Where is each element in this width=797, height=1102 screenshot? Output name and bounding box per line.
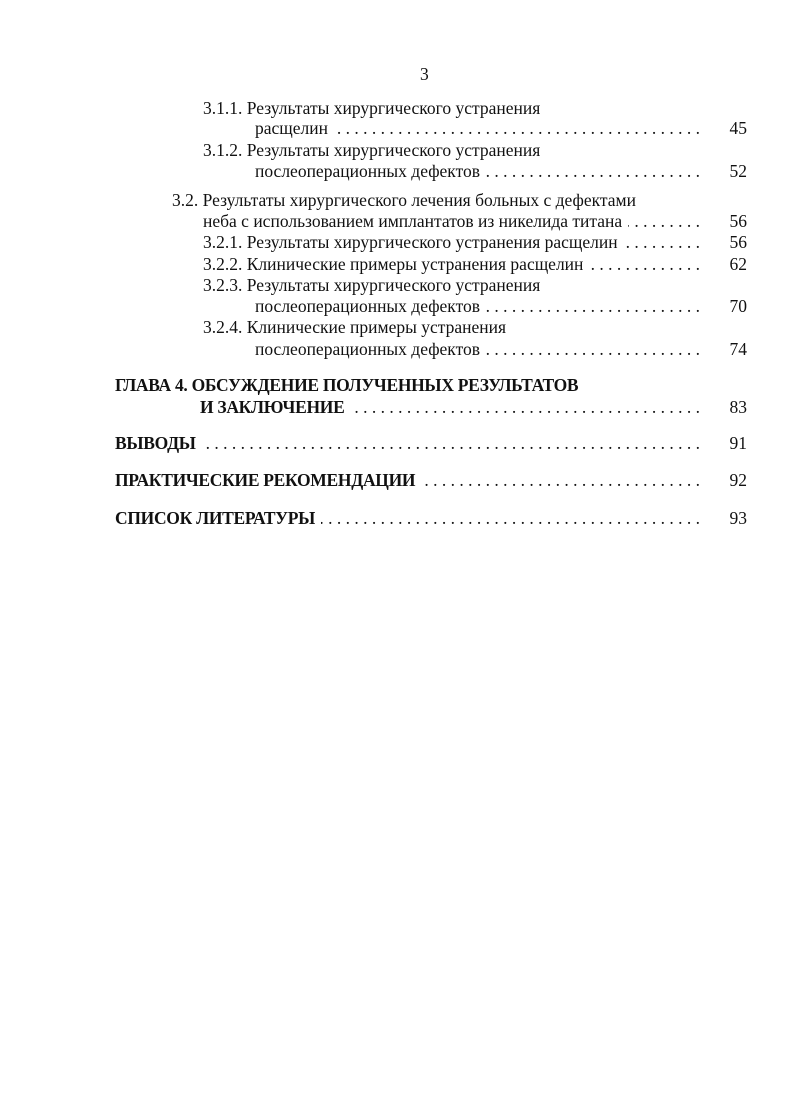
- toc-entry-3-2-3-cont: [255, 296, 700, 316]
- entry-page[interactable]: 91: [729, 433, 747, 453]
- toc-entry-3-2-4-cont: [255, 339, 700, 359]
- entry-title-cont: послеоперационных дефектов: [255, 339, 481, 359]
- entry-title: Клинические примеры устранения: [246, 317, 507, 337]
- dot-leader: [334, 118, 700, 138]
- chapter-title: ОБСУЖДЕНИЕ ПОЛУЧЕННЫХ РЕЗУЛЬТАТОВ: [191, 375, 579, 395]
- toc-entry-3-1-1-cont: [255, 118, 700, 138]
- dot-leader: [628, 211, 700, 231]
- dot-leader: [624, 232, 700, 252]
- entry-title: Результаты хирургического устранения расщелин: [246, 232, 618, 252]
- entry-title-cont: расщелин: [255, 118, 328, 138]
- dot-leader: [486, 339, 700, 359]
- page-number: 3: [420, 64, 429, 84]
- entry-number: 3.2.1.: [203, 232, 243, 252]
- entry-page[interactable]: 45: [729, 118, 747, 138]
- entry-title: Клинические примеры устранения расщелин: [246, 254, 584, 274]
- entry-page[interactable]: 56: [729, 211, 747, 231]
- dot-leader: [589, 254, 700, 274]
- entry-number: 3.1.2.: [203, 140, 243, 160]
- section-title: ПРАКТИЧЕСКИЕ РЕКОМЕНДАЦИИ: [115, 470, 416, 490]
- entry-number: 3.2.: [172, 190, 199, 210]
- dot-leader: [486, 161, 700, 181]
- entry-title-cont: послеоперационных дефектов: [255, 296, 481, 316]
- toc-entry-3-2-3: [203, 275, 540, 295]
- dot-leader: [202, 433, 700, 453]
- entry-page[interactable]: 83: [729, 397, 747, 417]
- entry-page[interactable]: 92: [729, 470, 747, 490]
- dot-leader: [350, 397, 700, 417]
- toc-entry-3-2-4: [203, 317, 506, 337]
- toc-chapter-4-cont: [200, 397, 700, 417]
- chapter-number: ГЛАВА 4.: [115, 375, 188, 395]
- dot-leader: [421, 470, 700, 490]
- toc-entry-3-1-2: [203, 140, 540, 160]
- entry-page[interactable]: 62: [729, 254, 747, 274]
- chapter-title-cont: И ЗАКЛЮЧЕНИЕ: [200, 397, 345, 417]
- entry-number: 3.2.3.: [203, 275, 243, 295]
- entry-page[interactable]: 52: [729, 161, 747, 181]
- toc-entry-3-1-1: [203, 98, 540, 118]
- dot-leader: [486, 296, 700, 316]
- section-title: ВЫВОДЫ: [115, 433, 196, 453]
- entry-page[interactable]: 70: [729, 296, 747, 316]
- section-title: СПИСОК ЛИТЕРАТУРЫ: [115, 508, 316, 528]
- entry-number: 3.1.1.: [203, 98, 243, 118]
- entry-number: 3.2.2.: [203, 254, 243, 274]
- entry-title: Результаты хирургического устранения: [246, 98, 541, 118]
- toc-entry-3-2-cont: [203, 211, 700, 231]
- toc-entry-3-2: [172, 190, 636, 210]
- toc-chapter-4: [115, 375, 578, 395]
- entry-title: Результаты хирургического устранения: [246, 275, 541, 295]
- toc-entry-3-2-1: [203, 232, 700, 252]
- entry-number: 3.2.4.: [203, 317, 243, 337]
- toc-conclusions: [115, 433, 700, 453]
- entry-page[interactable]: 74: [729, 339, 747, 359]
- entry-title-cont: неба с использованием имплантатов из никелида титана: [203, 211, 623, 231]
- toc-recommendations: [115, 470, 700, 490]
- entry-title: Результаты хирургического лечения больных с дефектами: [202, 190, 636, 210]
- toc-entry-3-2-2: [203, 254, 700, 274]
- entry-page[interactable]: 93: [729, 508, 747, 528]
- toc-references: [115, 508, 700, 528]
- dot-leader: [321, 508, 700, 528]
- entry-title: Результаты хирургического устранения: [246, 140, 541, 160]
- entry-page[interactable]: 56: [729, 232, 747, 252]
- entry-title-cont: послеоперационных дефектов: [255, 161, 481, 181]
- toc-entry-3-1-2-cont: [255, 161, 700, 181]
